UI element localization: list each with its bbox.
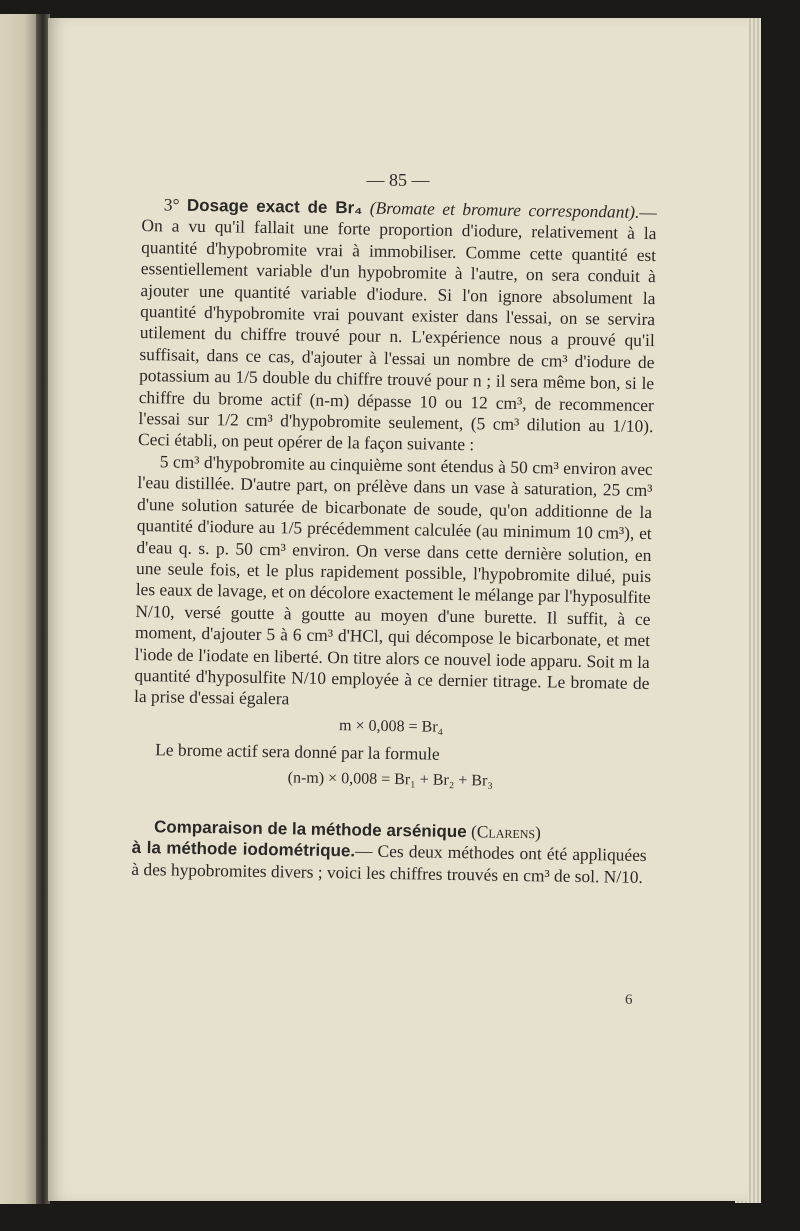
comparison-author: (Clarens) <box>470 821 542 843</box>
section-3-heading: Dosage exact de Br₄ <box>186 195 363 218</box>
page-number: — 85 — <box>366 170 430 190</box>
section-3-text: — On a vu qu'il fallait une forte proportion d'iodure, relativement à la quantité d'hypobromite vrai à immobiliser. Comme cette quantité est essentiellement variable d'un hypobromite à l'autre, on sera conduit à ajouter une quantité variable d'iodure. Si l'on ignore absolument la quantité d'hypobromite vrai pouvant exister dans l'essai, on se servira utilement du chiffre trouvé pour n. L'expérience nous a prouvé qu'il suffisait, dans ce cas, d'ajouter à l'essai un nombre de cm³ d'iodure de potassium au 1/5 double du chiffre trouvé pour n ; il sera même bon, si le chiffre du brome actif (n-m) dépasse 10 ou 12 cm³, de recommencer l'essai sur 1/2 cm³ d'hypobromite seulement, (5 cm³ dilution au 1/10). Ceci établi, on peut opérer de la façon suivante : <box>137 201 657 455</box>
section-number: 3° <box>163 194 188 215</box>
procedure-paragraph: 5 cm³ d'hypobromite au cinquième sont étendus à 50 cm³ environ avec l'eau distillée. D'autre part, on prélève dans un vase à saturation, 25 cm³ d'une solution saturée de bicarbonate de soude, qu'on additionne de la quantité d'iodure au 1/5 précédemment calculée (au minimum 10 cm³), et d'eau q. s. p. 50 cm³ environ. On verse dans cette dernière solution, en une seule fois, et le plus rapidement possible, l'hypobromite dilué, puis les eaux de lavage, et on décolore exactement le mélange par l'hyposulfite N/10, versé goutte à goutte au moyen d'une burette. Il suffit, à ce moment, d'ajouter 5 à 6 cm³ d'HCl, qui décompose le bicarbonate, et met l'iode de l'iodate en liberté. On titre alors ce nouvel iode apparu. Soit m la quantité d'hyposulfite N/10 employée à ce dernier titrage. Le bromate de la prise d'essai égalera <box>133 451 653 709</box>
comparison-text: — Ces deux méthodes ont été appliquées à des hypobromites divers ; voici les chiffres trouvés en cm³ de sol. N/10. <box>131 840 647 887</box>
active-bromine-formula: (n-m) × 0,008 = Br₁ + Br₂ + Br₃ <box>287 768 494 790</box>
active-bromine-text: Le brome actif sera donné par la formule <box>155 739 440 764</box>
comparison-paragraph <box>131 816 647 888</box>
page-body <box>131 194 657 888</box>
bromate-formula: m × 0,008 = Br₄ <box>338 716 444 736</box>
section-3-heading-note: (Bromate et bromure correspondant). <box>362 197 640 222</box>
comparison-heading-2: à la méthode iodométrique. <box>131 838 356 861</box>
book-page <box>48 18 748 1201</box>
comparison-heading: Comparaison de la méthode arsénique <box>153 817 467 842</box>
left-page-edge <box>0 14 40 1204</box>
signature-mark: 6 <box>625 992 633 1008</box>
section-3-paragraph <box>138 194 657 459</box>
